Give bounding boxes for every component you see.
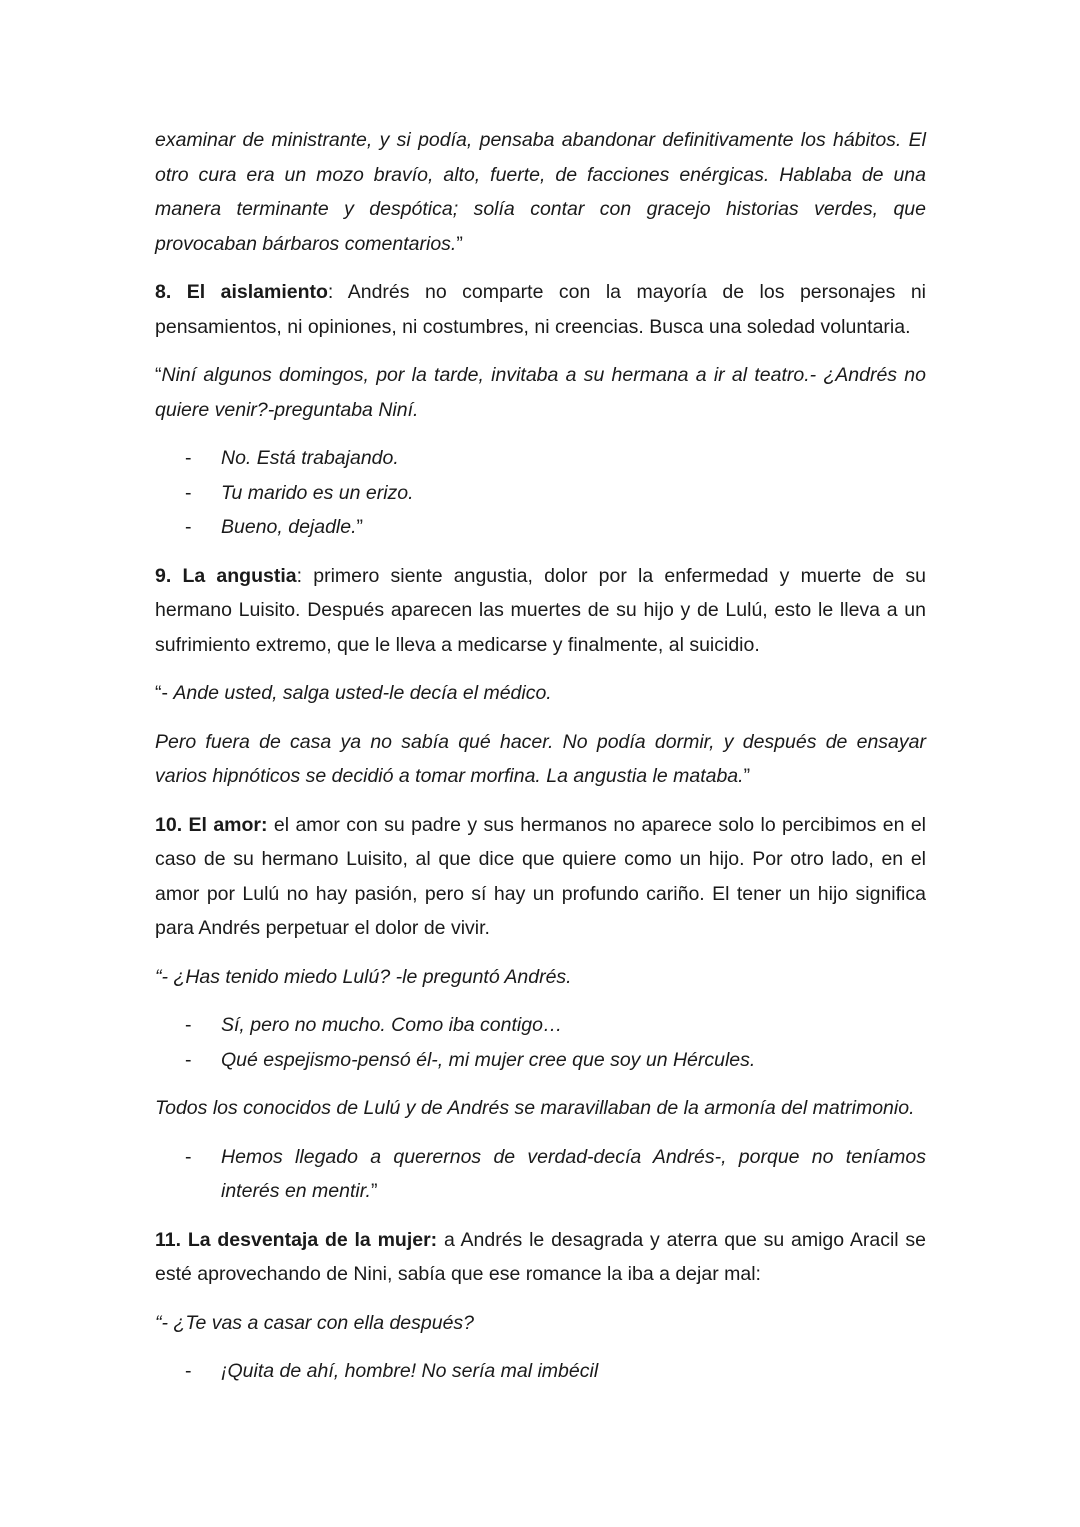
- close-quote: ”: [370, 1180, 378, 1202]
- paragraph-quote-continuation: [155, 123, 926, 261]
- dash-bullet: -: [185, 1014, 192, 1036]
- dialogue-item: [155, 441, 926, 476]
- section-8-heading: 8. El aislamiento: [155, 281, 328, 303]
- section-10-quote: [155, 960, 926, 995]
- dash-bullet: -: [185, 1048, 192, 1071]
- quote-text: examinar de ministrante, y si podía, pensaba abandonar definitivamente los hábitos. El otro cura era un mozo bravío, alto, fuerte, de facciones enérgicas. Hablaba de una manera terminante y despótica; solía contar con gracejo historias verdes, que provocaban bárbaros comentarios.: [155, 129, 926, 255]
- dialogue-text: Qué espejismo-pensó él-, mi mujer cree que soy un Hércules.: [221, 1048, 756, 1071]
- dash-bullet: -: [185, 447, 192, 469]
- section-10-dialogue-list: [155, 1008, 926, 1077]
- dash-bullet: -: [185, 1145, 192, 1168]
- section-11-body: a Andrés le desagrada y aterra que su amigo Aracil se esté aprovechando de Nini, sabía que ese romance la iba a dejar mal:: [155, 1228, 926, 1285]
- section-10-paragraph: [155, 808, 926, 946]
- quote-text: “- ¿Has tenido miedo Lulú? -le preguntó Andrés.: [155, 965, 572, 988]
- dialogue-item: [155, 1140, 926, 1209]
- section-11-paragraph: [155, 1223, 926, 1292]
- section-9-heading: 9. La angustia: [155, 564, 297, 587]
- close-quote: ”: [456, 232, 463, 255]
- dash-bullet: -: [185, 481, 192, 504]
- quote-text: “- ¿Te vas a casar con ella después?: [155, 1311, 475, 1334]
- section-11-dialogue-list: [155, 1354, 926, 1389]
- quote-text: Todos los conocidos de Lulú y de Andrés se maravillaban de la armonía del matrimonio.: [155, 1097, 915, 1119]
- quote-text: Niní algunos domingos, por la tarde, invitaba a su hermana a ir al teatro.- ¿Andrés no quiere venir?-preguntaba Niní.: [155, 364, 926, 421]
- dialogue-text: ¡Quita de ahí, hombre! No sería mal imbécil: [221, 1360, 599, 1382]
- section-9-paragraph: [155, 559, 926, 663]
- open-quote: “: [155, 364, 162, 386]
- section-9-body: : primero siente angustia, dolor por la enfermedad y muerte de su hermano Luisito. Después aparecen las muertes de su hijo y de Lulú, esto le lleva a un sufrimiento extremo, que le lleva a medicarse y finalmente, al suicidio.: [155, 564, 926, 656]
- dash-bullet: -: [185, 1360, 192, 1382]
- dialogue-item: [155, 1354, 926, 1389]
- section-10-dialogue-list-b: [155, 1140, 926, 1209]
- section-10-heading: 10. El amor:: [155, 813, 268, 836]
- section-8-dialogue-list: [155, 441, 926, 545]
- close-quote: ”: [356, 516, 364, 538]
- dialogue-item: [155, 476, 926, 511]
- dash-bullet: -: [185, 516, 192, 538]
- dialogue-text: Bueno, dejadle.: [221, 516, 357, 538]
- section-10-narration: [155, 1091, 926, 1126]
- section-10-body: el amor con su padre y sus hermanos no aparece solo lo percibimos en el caso de su hermano Luisito, al que dice que quiere como un hijo. Por otro lado, en el amor por Lulú no hay pasión, pero sí hay un profundo cariño. El tener un hijo significa para Andrés perpetuar el dolor de vivir.: [155, 813, 926, 939]
- section-9-quote-a: [155, 676, 926, 711]
- section-11-quote: [155, 1306, 926, 1341]
- dialogue-item: [155, 510, 926, 545]
- section-8-paragraph: [155, 275, 926, 344]
- section-11-heading: 11. La desventaja de la mujer:: [155, 1228, 438, 1251]
- dialogue-text: Tu marido es un erizo.: [221, 481, 414, 504]
- open-quote: “-: [155, 682, 174, 704]
- dialogue-item: [155, 1008, 926, 1043]
- dialogue-text: No. Está trabajando.: [221, 447, 399, 469]
- quote-text: Ande usted, salga usted-le decía el médico.: [173, 682, 552, 704]
- section-9-quote-b: [155, 725, 926, 794]
- section-8-quote: [155, 358, 926, 427]
- quote-text: Pero fuera de casa ya no sabía qué hacer. No podía dormir, y después de ensayar varios hipnóticos se decidió a tomar morfina. La angustia le mataba.: [155, 730, 926, 787]
- dialogue-item: [155, 1043, 926, 1078]
- dialogue-text: Hemos llegado a querernos de verdad-decía Andrés-, porque no teníamos interés en mentir.: [221, 1145, 926, 1202]
- close-quote: ”: [743, 765, 751, 787]
- section-8-body: : Andrés no comparte con la mayoría de los personajes ni pensamientos, ni opiniones, ni costumbres, ni creencias. Busca una soledad voluntaria.: [155, 281, 926, 338]
- document-page: [155, 123, 926, 1403]
- dialogue-text: Sí, pero no mucho. Como iba contigo…: [221, 1014, 563, 1036]
